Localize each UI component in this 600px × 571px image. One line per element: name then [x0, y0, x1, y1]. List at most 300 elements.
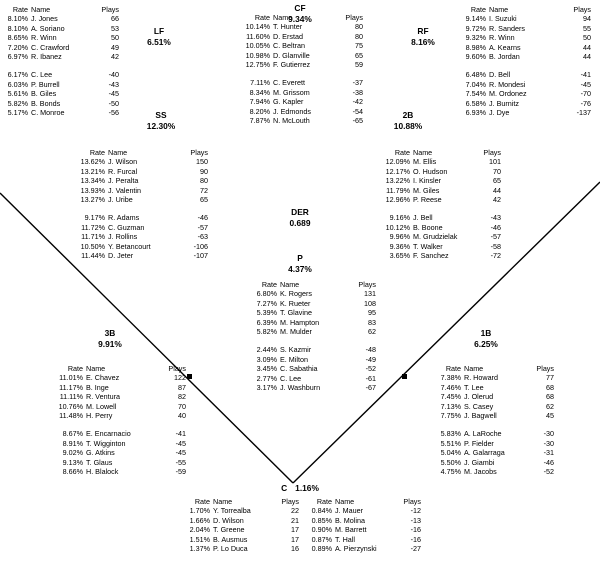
player-name: R. Adams: [108, 213, 140, 223]
player-plays: 70: [178, 401, 186, 411]
player-name: J. Giambi: [464, 457, 495, 467]
p-player-row: [245, 299, 376, 308]
header-plays: Plays: [345, 13, 363, 22]
3b-table: [54, 364, 186, 476]
player-name: B. Ausmus: [213, 534, 248, 544]
player-rate: 9.72%: [465, 23, 486, 33]
player-name: M. Lowell: [86, 401, 117, 411]
header-plays: Plays: [190, 148, 208, 157]
player-plays: 55: [583, 23, 591, 33]
group-spacer: [454, 61, 591, 70]
player-name: C. Lee: [280, 373, 302, 383]
player-plays: -45: [175, 448, 186, 458]
player-rate: 3.65%: [389, 251, 410, 261]
3b-player-row: [54, 373, 186, 382]
player-rate: 3.17%: [256, 383, 277, 393]
player-name: M. Grudzielak: [413, 232, 458, 242]
player-rate: 5.61%: [7, 89, 28, 99]
cf-player-row: [238, 78, 363, 87]
player-plays: -38: [352, 87, 363, 97]
third-base-marker: [187, 374, 192, 379]
header-name: Name: [280, 280, 300, 289]
3b-player-row: [54, 429, 186, 438]
lf-player-row: [0, 99, 119, 108]
lf-player-row: [0, 52, 119, 61]
player-rate: 3.45%: [256, 364, 277, 374]
lf-table-header: [0, 5, 119, 14]
player-name: D. Jeter: [108, 251, 134, 261]
player-rate: 13.22%: [385, 176, 410, 186]
player-name: R. Winn: [31, 33, 57, 43]
player-rate: 7.46%: [440, 382, 461, 392]
player-plays: -13: [410, 515, 421, 525]
player-rate: 5.39%: [256, 308, 277, 318]
player-rate: 5.04%: [440, 448, 461, 458]
2b-player-row: [380, 157, 501, 166]
player-name: B. Jordan: [489, 52, 520, 62]
player-rate: 6.97%: [7, 52, 28, 62]
player-rate: 11.44%: [81, 251, 105, 261]
player-rate: 8.91%: [62, 438, 83, 448]
p-title: P 4.37%: [288, 253, 312, 274]
1b-title: 1B 6.25%: [474, 328, 498, 349]
player-plays: -72: [490, 251, 501, 261]
player-plays: 70: [493, 166, 501, 176]
player-name: M. Hampton: [280, 317, 320, 327]
player-rate: 6.03%: [7, 79, 28, 89]
player-plays: 65: [200, 195, 208, 205]
player-name: P. Fielder: [464, 438, 494, 448]
player-plays: 68: [546, 382, 554, 392]
player-name: R. Sanders: [489, 23, 525, 33]
header-rate: Rate: [12, 5, 28, 14]
1b-player-row: [431, 429, 554, 438]
cf-player-row: [238, 107, 363, 116]
ss-player-row: [77, 186, 208, 195]
player-plays: -41: [580, 70, 591, 80]
player-name: T. Greene: [213, 525, 245, 535]
header-rate: Rate: [89, 148, 105, 157]
1b-player-row: [431, 373, 554, 382]
player-rate: 7.45%: [440, 392, 461, 402]
player-name: I. Suzuki: [489, 14, 517, 24]
player-name: P. Burrell: [31, 79, 60, 89]
c-player-row: [178, 535, 299, 544]
player-plays: -45: [175, 438, 186, 448]
player-rate: 6.80%: [256, 289, 277, 299]
player-name: M. Mulder: [280, 327, 312, 337]
group-spacer: [238, 69, 363, 78]
group-spacer: [380, 204, 501, 213]
group-spacer: [245, 336, 376, 345]
player-rate: 11.17%: [59, 382, 83, 392]
player-rate: 4.75%: [440, 467, 461, 477]
ss-player-row: [77, 251, 208, 260]
player-name: R. Ventura: [86, 392, 120, 402]
player-rate: 7.27%: [256, 298, 277, 308]
header-name: Name: [213, 497, 233, 506]
lf-player-row: [0, 43, 119, 52]
player-rate: 8.10%: [7, 23, 28, 33]
header-rate: Rate: [394, 148, 410, 157]
c-player-row: [300, 535, 421, 544]
player-rate: 13.27%: [80, 195, 105, 205]
3b-player-row: [54, 439, 186, 448]
player-plays: -50: [108, 98, 119, 108]
player-rate: 12.09%: [385, 157, 410, 167]
player-rate: 8.65%: [7, 33, 28, 43]
player-name: J. Jones: [31, 14, 58, 24]
3b-player-row: [54, 392, 186, 401]
player-name: T. Lee: [464, 382, 484, 392]
header-rate: Rate: [316, 497, 332, 506]
player-name: R. Howard: [464, 373, 498, 383]
player-name: I. Kinsler: [413, 176, 441, 186]
header-plays: Plays: [358, 280, 376, 289]
cf-player-row: [238, 32, 363, 41]
header-name: Name: [413, 148, 433, 157]
player-name: S. Kazmir: [280, 345, 312, 355]
player-rate: 8.98%: [465, 42, 486, 52]
ss-player-row: [77, 157, 208, 166]
ss-player-row: [77, 242, 208, 251]
player-plays: -65: [352, 116, 363, 126]
player-name: C. Guzman: [108, 222, 145, 232]
p-player-row: [245, 364, 376, 373]
2b-player-row: [380, 213, 501, 222]
player-rate: 0.90%: [311, 525, 332, 535]
player-plays: -30: [543, 438, 554, 448]
header-rate: Rate: [254, 13, 270, 22]
player-rate: 10.50%: [80, 241, 105, 251]
player-plays: 42: [493, 195, 501, 205]
c-player-row: [178, 506, 299, 515]
rf-player-row: [454, 89, 591, 98]
ss-table-header: [77, 148, 208, 157]
player-rate: 12.17%: [385, 166, 410, 176]
rf-player-row: [454, 33, 591, 42]
player-rate: 9.02%: [62, 448, 83, 458]
player-rate: 5.83%: [440, 429, 461, 439]
player-plays: -52: [543, 467, 554, 477]
player-plays: -63: [197, 232, 208, 242]
player-rate: 13.62%: [80, 157, 105, 167]
ss-title: SS 12.30%: [146, 110, 176, 131]
player-rate: 7.75%: [440, 411, 461, 421]
player-name: H. Perry: [86, 411, 113, 421]
player-rate: 7.11%: [250, 78, 270, 88]
2b-player-row: [380, 186, 501, 195]
player-name: J. Burnitz: [489, 98, 519, 108]
player-plays: -54: [352, 106, 363, 116]
player-plays: 94: [583, 14, 591, 24]
player-plays: -46: [490, 222, 501, 232]
player-rate: 12.75%: [245, 60, 270, 70]
player-name: C. Sabathia: [280, 364, 318, 374]
lf-player-row: [0, 24, 119, 33]
player-rate: 0.87%: [311, 534, 332, 544]
player-plays: 44: [493, 185, 501, 195]
player-name: T. Glavine: [280, 308, 312, 318]
player-name: O. Hudson: [413, 166, 448, 176]
player-plays: 50: [583, 33, 591, 43]
player-plays: -55: [175, 457, 186, 467]
header-name: Name: [489, 5, 509, 14]
player-plays: 68: [546, 392, 554, 402]
player-plays: 80: [200, 176, 208, 186]
player-rate: 5.82%: [7, 98, 28, 108]
player-plays: -42: [352, 97, 363, 107]
player-rate: 10.98%: [245, 50, 270, 60]
player-rate: 9.32%: [465, 33, 486, 43]
rf-player-row: [454, 99, 591, 108]
p-player-row: [245, 327, 376, 336]
p-player-row: [245, 374, 376, 383]
player-rate: 2.44%: [256, 345, 277, 355]
p-player-row: [245, 383, 376, 392]
c-table-right: [300, 497, 421, 553]
player-rate: 8.10%: [7, 14, 28, 24]
header-name: Name: [31, 5, 51, 14]
player-name: T. Wigginton: [86, 438, 126, 448]
player-name: A. LaRoche: [464, 429, 502, 439]
player-plays: 16: [291, 544, 299, 554]
player-name: C. Beltran: [273, 41, 305, 51]
player-name: C. Monroe: [31, 108, 65, 118]
player-name: J. Bagwell: [464, 411, 497, 421]
1b-player-row: [431, 448, 554, 457]
player-rate: 11.71%: [81, 232, 105, 242]
3b-table-header: [54, 364, 186, 373]
player-rate: 7.20%: [7, 42, 28, 52]
player-plays: -59: [175, 467, 186, 477]
header-name: Name: [108, 148, 128, 157]
player-name: B. Giles: [31, 89, 57, 99]
player-name: T. Hunter: [273, 22, 303, 32]
p-table-header: [245, 280, 376, 289]
player-name: D. Erstad: [273, 31, 303, 41]
ss-player-row: [77, 232, 208, 241]
lf-player-row: [0, 80, 119, 89]
rf-player-row: [454, 108, 591, 117]
lf-player-row: [0, 89, 119, 98]
player-plays: -57: [197, 222, 208, 232]
p-player-row: [245, 355, 376, 364]
player-plays: -52: [365, 364, 376, 374]
2b-player-row: [380, 232, 501, 241]
player-name: J. Rollins: [108, 232, 138, 242]
player-name: D. Bell: [489, 70, 511, 80]
lf-player-row: [0, 108, 119, 117]
header-plays: Plays: [573, 5, 591, 14]
cf-player-row: [238, 88, 363, 97]
player-name: Y. Betancourt: [108, 241, 151, 251]
player-plays: -43: [490, 213, 501, 223]
player-rate: 7.04%: [465, 79, 486, 89]
player-plays: -67: [365, 383, 376, 393]
2b-player-row: [380, 195, 501, 204]
player-plays: 22: [291, 506, 299, 516]
player-name: J. Uribe: [108, 195, 133, 205]
player-rate: 6.17%: [7, 70, 28, 80]
player-rate: 6.39%: [256, 317, 277, 327]
player-name: R. Ibanez: [31, 52, 62, 62]
player-plays: 65: [493, 176, 501, 186]
header-plays: Plays: [403, 497, 421, 506]
player-plays: 53: [111, 23, 119, 33]
1b-player-row: [431, 411, 554, 420]
header-name: Name: [464, 364, 484, 373]
ss-player-row: [77, 213, 208, 222]
player-rate: 0.85%: [311, 515, 332, 525]
player-rate: 10.14%: [245, 22, 270, 32]
player-rate: 7.87%: [249, 116, 270, 126]
player-name: E. Chavez: [86, 373, 120, 383]
player-plays: -27: [410, 544, 421, 554]
player-name: J. Olerud: [464, 392, 494, 402]
player-rate: 5.82%: [256, 327, 277, 337]
player-rate: 13.34%: [80, 176, 105, 186]
p-player-row: [245, 308, 376, 317]
player-name: Y. Torrealba: [213, 506, 251, 516]
lf-title: LF 6.51%: [147, 26, 171, 47]
rf-player-row: [454, 43, 591, 52]
header-name: Name: [273, 13, 293, 22]
player-rate: 3.09%: [256, 354, 277, 364]
player-name: R. Furcal: [108, 166, 138, 176]
player-name: D. Wilson: [213, 515, 244, 525]
player-rate: 10.12%: [385, 222, 410, 232]
player-rate: 5.50%: [440, 457, 461, 467]
player-plays: -16: [410, 534, 421, 544]
cf-player-row: [238, 22, 363, 31]
player-plays: 122: [174, 373, 186, 383]
2b-title: 2B 10.88%: [393, 110, 423, 131]
player-plays: 82: [178, 392, 186, 402]
player-plays: 62: [546, 401, 554, 411]
group-spacer: [77, 204, 208, 213]
1b-player-row: [431, 467, 554, 476]
player-rate: 2.77%: [256, 373, 277, 383]
player-plays: 131: [364, 289, 376, 299]
player-plays: -30: [543, 429, 554, 439]
player-plays: -48: [365, 345, 376, 355]
player-rate: 9.36%: [389, 241, 410, 251]
2b-player-row: [380, 251, 501, 260]
1b-player-row: [431, 458, 554, 467]
player-rate: 11.60%: [246, 31, 270, 41]
cf-table-header: [238, 13, 363, 22]
c-table-header: [178, 497, 299, 506]
player-plays: -107: [193, 251, 208, 261]
cf-title: CF 9.34%: [288, 3, 312, 24]
player-plays: -76: [580, 98, 591, 108]
c-player-row: [178, 516, 299, 525]
player-rate: 11.01%: [59, 373, 83, 383]
rf-table: [454, 5, 591, 117]
player-name: R. Winn: [489, 33, 515, 43]
player-rate: 1.70%: [189, 506, 210, 516]
player-name: P. Reese: [413, 195, 442, 205]
player-plays: -46: [543, 457, 554, 467]
player-name: A. Pierzynski: [335, 544, 377, 554]
header-name: Name: [86, 364, 106, 373]
player-plays: 44: [583, 42, 591, 52]
player-name: E. Milton: [280, 354, 308, 364]
player-name: F. Sanchez: [413, 251, 449, 261]
c-player-row: [178, 544, 299, 553]
player-plays: -56: [108, 108, 119, 118]
player-name: M. Jacobs: [464, 467, 497, 477]
player-name: J. Wilson: [108, 157, 138, 167]
player-name: B. Bonds: [31, 98, 61, 108]
player-plays: 59: [355, 60, 363, 70]
player-plays: 150: [196, 157, 208, 167]
rf-player-row: [454, 80, 591, 89]
cf-player-row: [238, 116, 363, 125]
1b-player-row: [431, 402, 554, 411]
player-rate: 11.72%: [81, 222, 105, 232]
player-name: J. Dye: [489, 108, 510, 118]
p-player-row: [245, 318, 376, 327]
player-name: N. McLouth: [273, 116, 310, 126]
c-player-row: [300, 544, 421, 553]
c-table-left: [178, 497, 299, 553]
player-name: T. Glaus: [86, 457, 113, 467]
player-plays: 50: [111, 33, 119, 43]
player-name: H. Blalock: [86, 467, 119, 477]
player-rate: 7.94%: [249, 97, 270, 107]
header-rate: Rate: [67, 364, 83, 373]
player-rate: 5.51%: [440, 438, 461, 448]
player-plays: 42: [111, 52, 119, 62]
player-rate: 2.04%: [189, 525, 210, 535]
c-title: C 1.16%: [281, 483, 319, 493]
3b-player-row: [54, 467, 186, 476]
player-plays: 83: [368, 317, 376, 327]
rf-table-header: [454, 5, 591, 14]
3b-player-row: [54, 448, 186, 457]
player-plays: -137: [576, 108, 591, 118]
player-plays: 87: [178, 382, 186, 392]
player-plays: -41: [175, 429, 186, 439]
p-player-row: [245, 345, 376, 354]
ss-table: [77, 148, 208, 260]
player-rate: 13.93%: [80, 185, 105, 195]
group-spacer: [431, 420, 554, 429]
player-rate: 9.17%: [84, 213, 105, 223]
3b-title: 3B 9.91%: [98, 328, 122, 349]
c-player-row: [300, 525, 421, 534]
player-rate: 11.79%: [386, 185, 410, 195]
player-plays: -57: [490, 232, 501, 242]
player-plays: -16: [410, 525, 421, 535]
player-rate: 6.93%: [465, 108, 486, 118]
player-plays: -45: [108, 89, 119, 99]
player-plays: -58: [490, 241, 501, 251]
player-plays: 45: [546, 411, 554, 421]
group-spacer: [0, 61, 119, 70]
player-plays: -37: [352, 78, 363, 88]
player-name: M. Ordonez: [489, 89, 527, 99]
player-rate: 9.96%: [389, 232, 410, 242]
player-rate: 9.16%: [389, 213, 410, 223]
player-rate: 12.96%: [385, 195, 410, 205]
player-name: B. Boone: [413, 222, 443, 232]
ss-player-row: [77, 176, 208, 185]
cf-player-row: [238, 97, 363, 106]
player-name: S. Casey: [464, 401, 494, 411]
